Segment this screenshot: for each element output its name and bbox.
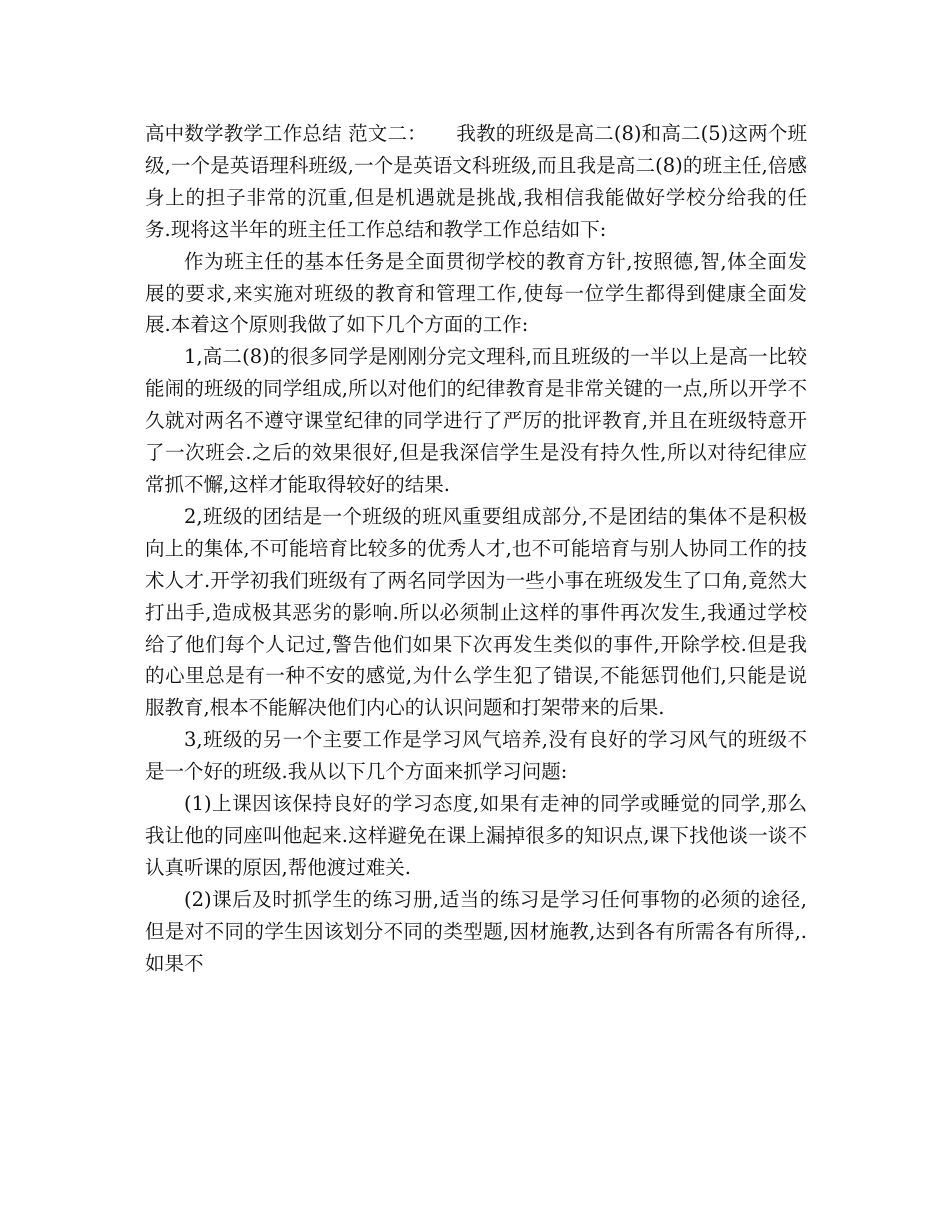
paragraph-basic-task: 作为班主任的基本任务是全面贯彻学校的教育方针,按照德,智,体全面发展的要求,来实施对班级的教育和管理工作,使每一位学生都得到健康全面发展.本着这个原则我做了如下几个方面的工作:	[145, 249, 807, 337]
paragraph-subpoint-2-exercises: (2)课后及时抓学生的练习册,适当的练习是学习任何事物的必须的途径,但是对不同的学生因该划分不同的类型题,因材施教,达到各有所需各有所得,.如果不	[145, 887, 807, 975]
paragraph-point-3-study-atmosphere: 3,班级的另一个主要工作是学习风气培养,没有良好的学习风气的班级不是一个好的班级.我从以下几个方面来抓学习问题:	[145, 728, 807, 784]
paragraph-point-2-unity: 2,班级的团结是一个班级的班风重要组成部分,不是团结的集体不是积极向上的集体,不可能培育比较多的优秀人才,也不可能培育与别人协同工作的技术人才.开学初我们班级有了两名同学因为一些小事在班级发生了口角,竟然大打出手,造成极其恶劣的影响.所以必须制止这样的事件再次发生,我通过学校给了他们每个人记过,警告他们如果下次再发生类似的事件,开除学校.但是我的心里总是有一种不安的感觉,为什么学生犯了错误,不能惩罚他们,只能是说服教育,根本不能解决他们内心的认识问题和打架带来的后果.	[145, 504, 807, 720]
paragraph-intro: 高中数学教学工作总结 范文二： 我教的班级是高二(8)和高二(5)这两个班级,一个是英语理科班级,一个是英语文科班级,而且我是高二(8)的班主任,倍感身上的担子非常的沉重,但是机遇就是挑战,我相信我能做好学校分给我的任务.现将这半年的班主任工作总结和教学工作总结如下:	[145, 122, 807, 241]
paragraph-point-1-discipline: 1,高二(8)的很多同学是刚刚分完文理科,而且班级的一半以上是高一比较能闹的班级的同学组成,所以对他们的纪律教育是非常关键的一点,所以开学不久就对两名不遵守课堂纪律的同学进行了严厉的批评教育,并且在班级特意开了一次班会.之后的效果很好,但是我深信学生是没有持久性,所以对待纪律应常抓不懈,这样才能取得较好的结果.	[145, 345, 807, 496]
paragraph-subpoint-1-class-attitude: (1)上课因该保持良好的学习态度,如果有走神的同学或睡觉的同学,那么我让他的同座叫他起来.这样避免在课上漏掉很多的知识点,课下找他谈一谈不认真听课的原因,帮他渡过难关.	[145, 792, 807, 879]
document-body	[145, 118, 807, 979]
